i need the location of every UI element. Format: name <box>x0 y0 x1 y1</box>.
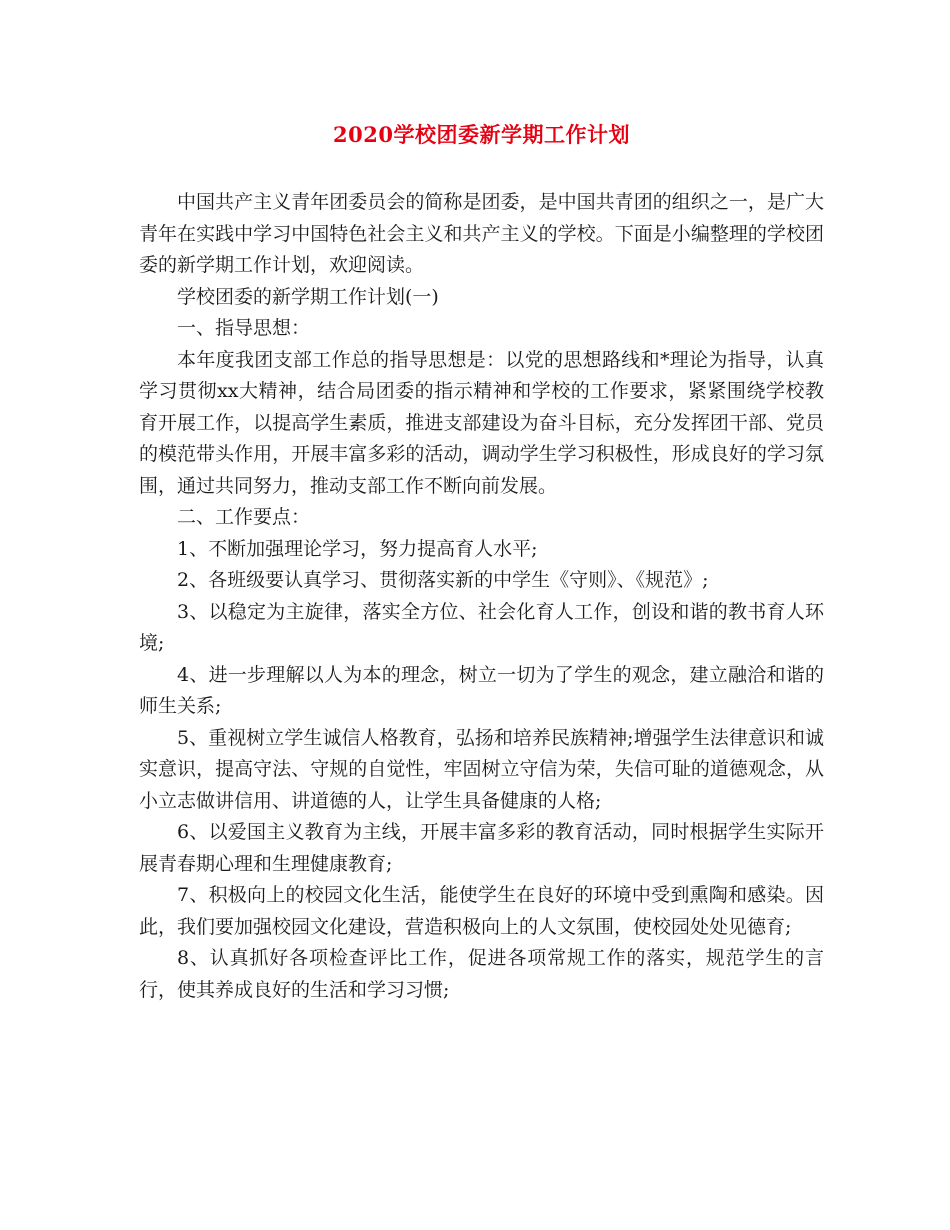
list-item: 5、重视树立学生诚信人格教育，弘扬和培养民族精神;增强学生法律意识和诚实意识，提高守法、守规的自觉性，牢固树立守信为荣，失信可耻的道德观念，从小立志做讲信用、讲道德的人，让学生具备健康的人格; <box>139 726 824 812</box>
list-item: 2、各班级要认真学习、贯彻落实新的中学生《守则》、《规范》; <box>177 569 709 591</box>
paragraph-guiding-thought: 本年度我团支部工作总的指导思想是：以党的思想路线和*理论为指导，认真学习贯彻xx大精神，结合局团委的指示精神和学校的工作要求，紧紧围绕学校教育开展工作，以提高学生素质，推进支部建设为奋斗目标，充分发挥团干部、党员的模范带头作用，开展丰富多彩的活动，调动学生学习积极性，形成良好的学习氛围，通过共同努力，推动支部工作不断向前发展。 <box>139 348 824 497</box>
document-page <box>139 120 824 1006</box>
list-item: 4、进一步理解以人为本的理念，树立一切为了学生的观念，建立融洽和谐的师生关系; <box>139 663 824 717</box>
list-item: 8、认真抓好各项检查评比工作，促进各项常规工作的落实，规范学生的言行，使其养成良好的生活和学习习惯; <box>139 947 824 1001</box>
paragraph-heading-work-points: 二、工作要点： <box>177 506 311 528</box>
document-title: 2020学校团委新学期工作计划 <box>333 122 630 147</box>
paragraph-heading-guiding-thought: 一、指导思想： <box>177 317 311 339</box>
list-item: 3、以稳定为主旋律，落实全方位、社会化育人工作，创设和谐的教书育人环境; <box>139 600 824 654</box>
paragraph-section-heading: 学校团委的新学期工作计划(一) <box>177 285 439 308</box>
list-item: 7、积极向上的校园文化生活，能使学生在良好的环境中受到熏陶和感染。因此，我们要加强校园文化建设，营造积极向上的人文氛围，使校园处处见德育; <box>139 884 824 938</box>
paragraph-intro: 中国共产主义青年团委员会的简称是团委，是中国共青团的组织之一，是广大青年在实践中学习中国特色社会主义和共产主义的学校。下面是小编整理的学校团委的新学期工作计划，欢迎阅读。 <box>139 191 824 276</box>
list-item: 1、不断加强理论学习，努力提高育人水平; <box>177 537 538 560</box>
list-item: 6、以爱国主义教育为主线，开展丰富多彩的教育活动，同时根据学生实际开展青春期心理和生理健康教育; <box>139 821 824 875</box>
